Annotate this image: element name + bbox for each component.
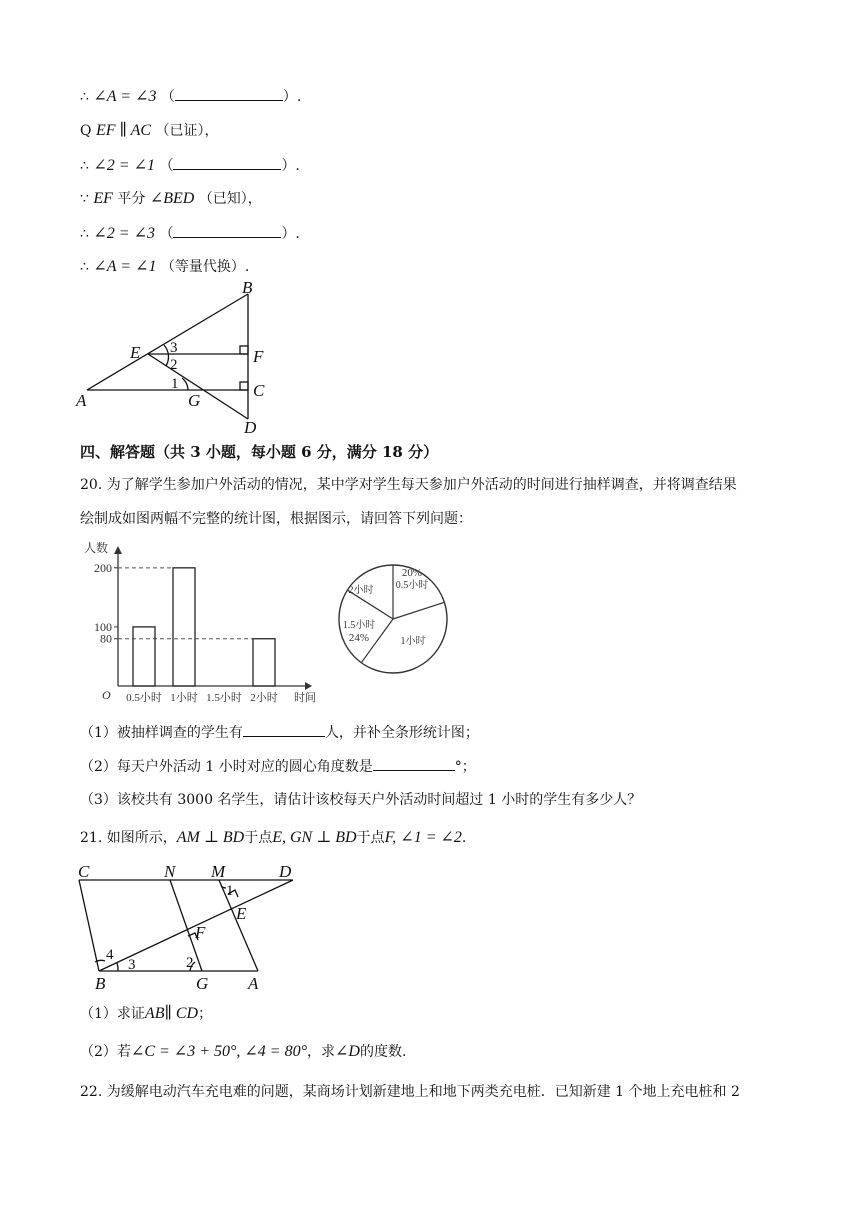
answer-blank[interactable] (243, 722, 325, 737)
origin-label: O (102, 688, 111, 702)
q20-sub3: （3）该校共有 3000 名学生，请估计该校每天户外活动时间超过 1 小时的学生有多少人？ (80, 792, 642, 808)
y-tick-label: 200 (94, 560, 112, 575)
x-tick-label: 2小时 (250, 692, 278, 704)
proof-line-4: ∵ EF 平分 ∠BED （已知）， (80, 190, 262, 207)
q20-sub1: （1）被抽样调查的学生有 人，并补全条形统计图； (80, 722, 479, 743)
pie-slice-divider (393, 602, 444, 619)
q20-line-2: 绘制成如图两幅不完整的统计图，根据图示，请回答下列问题： (80, 511, 472, 527)
bar-chart (80, 536, 320, 704)
label-C: C (253, 381, 265, 400)
angle-label-1: 1 (226, 883, 234, 899)
pie-slice-label: 2小时 (348, 585, 374, 596)
geometry-figure-2 (70, 858, 310, 993)
answer-blank[interactable] (373, 756, 455, 771)
label-F: F (253, 347, 264, 366)
y-tick-label: 80 (100, 631, 112, 646)
pie-slice-label: 1小时 (400, 636, 426, 647)
label-G: G (196, 974, 209, 993)
section-title: 四、解答题（共 3 小题，每小题 6 分，满分 18 分） (80, 443, 439, 461)
geometry-figure-1 (70, 282, 300, 437)
label-M: M (211, 862, 226, 881)
q21-stem: 21. 如图所示，AM ⊥ BD于点E, GN ⊥ BD于点F, ∠1 = ∠2. (80, 829, 467, 846)
angle-label-3: 3 (170, 340, 178, 356)
label-B: B (242, 282, 253, 297)
q21-sub2: （2）若∠C = ∠3 + 50°, ∠4 = 80°，求∠D的度数. (80, 1043, 407, 1060)
answer-blank[interactable] (173, 223, 281, 238)
label-N: N (164, 862, 176, 881)
pie-slice-percent: 24% (348, 632, 370, 644)
pie-chart (334, 560, 452, 678)
label-D: D (279, 862, 292, 881)
label-F: F (195, 923, 206, 942)
proof-line-3: ∴ ∠2 = ∠1 （ ）. (80, 157, 300, 174)
angle-label-4: 4 (106, 947, 114, 963)
label-B: B (95, 974, 106, 993)
pie-slice-percent: 20% (401, 567, 423, 579)
label-E: E (236, 904, 247, 923)
y-axis-label: 人数 (84, 541, 109, 555)
y-tick-label: 100 (94, 619, 112, 634)
bar (253, 639, 275, 686)
pie-slice-label: 0.5小时 (395, 580, 429, 591)
x-tick-label: 1小时 (170, 692, 198, 704)
answer-blank[interactable] (175, 86, 283, 101)
y-axis-arrow (114, 546, 122, 554)
bar (133, 627, 155, 686)
angle-label-1: 1 (171, 376, 179, 392)
label-A: A (76, 391, 87, 410)
angle-label-2: 2 (170, 357, 178, 373)
proof-line-2: Q EF ∥ AC （已证）， (80, 122, 219, 139)
proof-line-5: ∴ ∠2 = ∠3 （ ）. (80, 225, 300, 242)
q20-line-1: 20. 为了解学生参加户外活动的情况，某中学对学生每天参加户外活动的时间进行抽样调查，并将调查结果 (80, 477, 737, 493)
proof-line-1: ∴ ∠A = ∠3 （ ）. (80, 88, 302, 105)
angle-label-2: 2 (186, 955, 194, 971)
x-axis-label: 时间 (294, 692, 316, 704)
x-axis-arrow (305, 682, 312, 690)
label-G: G (188, 391, 201, 410)
pie-slice-label: 1.5小时 (342, 620, 376, 631)
proof-line-6: ∴ ∠A = ∠1 （等量代换）. (80, 258, 250, 275)
q21-sub1: （1）求证AB∥ CD； (80, 1005, 213, 1022)
label-D: D (244, 418, 257, 437)
angle-label-3: 3 (128, 957, 136, 973)
answer-blank[interactable] (173, 155, 281, 170)
label-A: A (248, 974, 259, 993)
x-tick-label: 0.5小时 (126, 692, 162, 704)
bar (173, 568, 195, 686)
q20-sub2: （2）每天户外活动 1 小时对应的圆心角度数是 °； (80, 756, 476, 777)
label-C: C (78, 862, 90, 881)
x-tick-label: 1.5小时 (206, 692, 242, 704)
q22-line-1: 22. 为缓解电动汽车充电难的问题，某商场计划新建地上和地下两类充电桩．已知新建 1 个地上充电桩和 2 (80, 1084, 740, 1100)
label-E: E (130, 343, 141, 362)
